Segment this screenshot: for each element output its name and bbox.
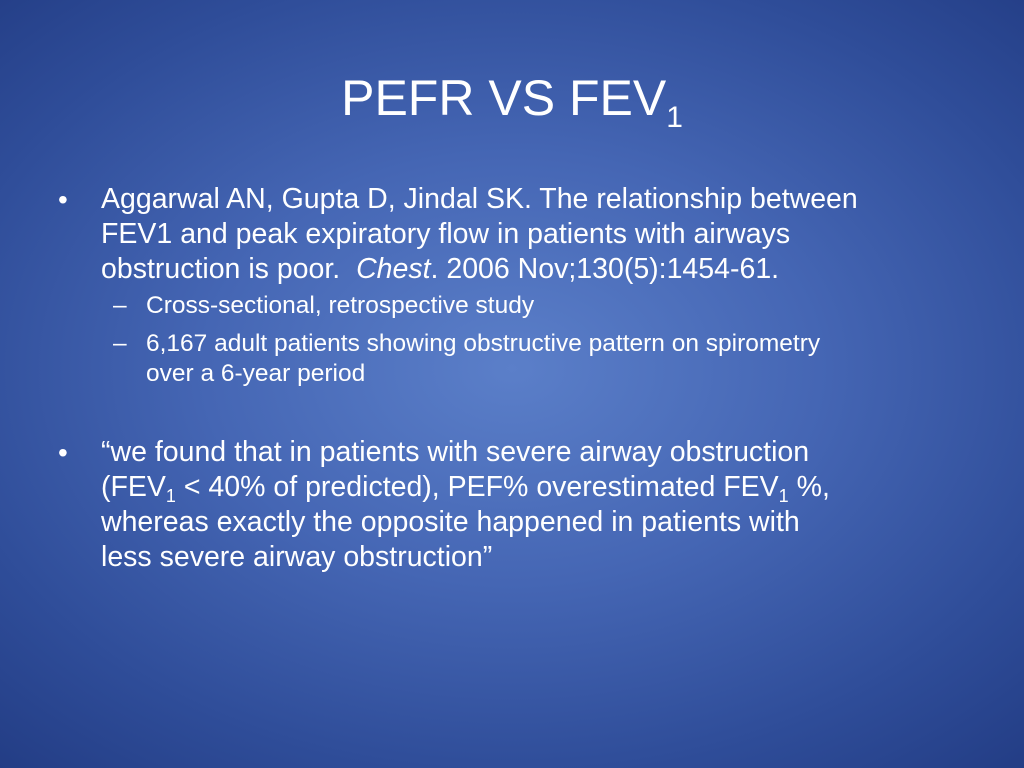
sub-bullet-marker: – [113,292,127,319]
quote-line-2 [101,470,976,505]
sub-bullet-list [56,291,976,389]
quote-text: %, [788,471,830,503]
fev-subscript: 1 [165,486,176,506]
bullet-marker: • [58,184,68,215]
citation-reference: . 2006 Nov;130(5):1454-61. [430,253,780,285]
journal-name: Chest [356,253,431,285]
bullet-marker: • [58,437,68,468]
sub-bullet-patients [56,329,976,389]
slide-title-subscript: 1 [666,101,683,134]
quote-line-3: whereas exactly the opposite happened in patients with [101,506,800,538]
citation-line-2: FEV1 and peak expiratory flow in patients with airways [101,218,791,250]
citation-line-1: Aggarwal AN, Gupta D, Jindal SK. The relationship between [101,183,858,215]
sub-bullet-line-2: over a 6-year period [146,360,366,387]
quote-text: (FEV [101,471,166,503]
slide-body [56,182,976,575]
citation-text: obstruction is poor. [101,253,357,285]
sub-bullet-text: Cross-sectional, retrospective study [146,292,535,319]
quote-line-1: “we found that in patients with severe airway obstruction [101,436,810,468]
fev-subscript: 1 [778,486,789,506]
sub-bullet-study-design [56,291,976,321]
citation-line-3 [101,252,976,287]
slide-title [0,66,1024,134]
slide-title-text: PEFR VS FEV [341,70,667,126]
quote-text: < 40% of predicted), PEF% overestimated FEV [175,471,779,503]
bullet-citation [56,182,976,287]
sub-bullet-marker: – [113,330,127,357]
bullet-quote [56,435,976,575]
sub-bullet-line-1: 6,167 adult patients showing obstructive pattern on spirometry [146,330,821,357]
quote-line-4: less severe airway obstruction” [101,541,493,573]
